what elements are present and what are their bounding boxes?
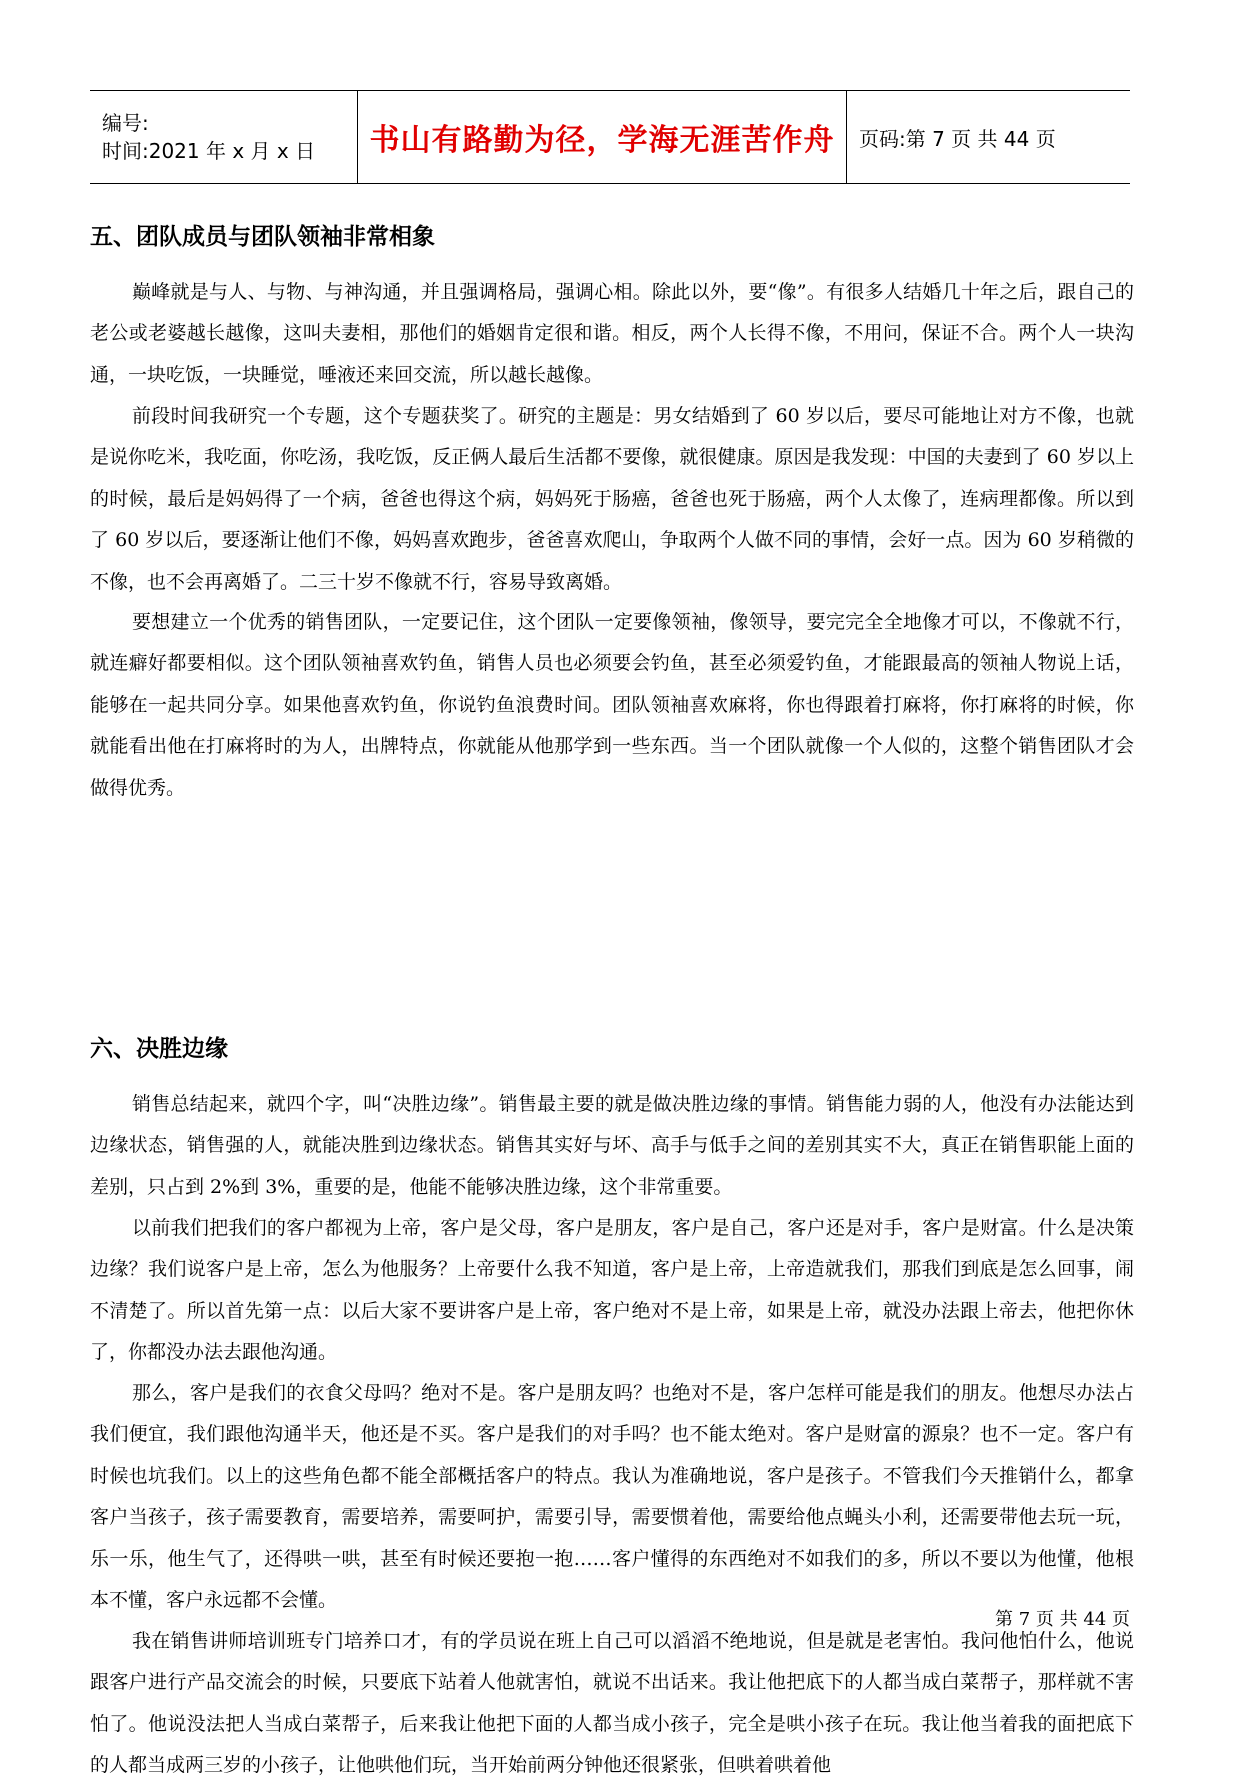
- section-title: 六、决胜边缘: [90, 1036, 228, 1062]
- page-footer: 第 7 页 共 44 页: [995, 1609, 1130, 1630]
- paragraph: 巅峰就是与人、与物、与神沟通，并且强调格局，强调心相。除此以外，要“像”。有很多人结婚几十年之后，跟自己的老公或老婆越长越像，这叫夫妻相，那他们的婚姻肯定很和谐。相反，两个人长得不像，不用问，保证不合。两个人一块沟通，一块吃饭，一块睡觉，唾液还来回交流，所以越长越像。: [90, 281, 1134, 386]
- section-title: 五、团队成员与团队领袖非常相象: [90, 224, 435, 250]
- paragraph: 要想建立一个优秀的销售团队，一定要记住，这个团队一定要像领袖，像领导，要完完全全地像才可以，不像就不行，就连癖好都要相似。这个团队领袖喜欢钓鱼，销售人员也必须要会钓鱼，甚至必须爱钓鱼，才能跟最高的领袖人物说上话，能够在一起共同分享。如果他喜欢钓鱼，你说钓鱼浪费时间。团队领袖喜欢麻将，你也得跟着打麻将，你打麻将的时候，你就能看出他在打麻将时的为人，出牌特点，你就能从他那学到一些东西。当一个团队就像一个人似的，这整个销售团队才会做得优秀。: [90, 611, 1134, 799]
- paragraph: 我在销售讲师培训班专门培养口才，有的学员说在班上自己可以滔滔不绝地说，但是就是老害怕。我问他怕什么，他说跟客户进行产品交流会的时候，只要底下站着人他就害怕，就说不出话来。我让他把底下的人都当成白菜帮子，那样就不害怕了。他说没法把人当成白菜帮子，后来我让他把下面的人都当成小孩子，完全是哄小孩子在玩。我让他当着我的面把底下的人都当成两三岁的小孩子，让他哄他们玩，当开始前两分钟他还很紧张，但哄着哄着他: [90, 1630, 1134, 1777]
- paragraph: 以前我们把我们的客户都视为上帝，客户是父母，客户是朋友，客户是自己，客户还是对手，客户是财富。什么是决策边缘？我们说客户是上帝，怎么为他服务？上帝要什么我不知道，客户是上帝，上帝造就我们，那我们到底是怎么回事，闹不清楚了。所以首先第一点：以后大家不要讲客户是上帝，客户绝对不是上帝，如果是上帝，就没办法跟上帝去，他把你休了，你都没办法去跟他沟通。: [90, 1217, 1134, 1364]
- paragraph: 销售总结起来，就四个字，叫“决胜边缘”。销售最主要的就是做决胜边缘的事情。销售能力弱的人，他没有办法能达到边缘状态，销售强的人，就能决胜到边缘状态。销售其实好与坏、高手与低手之间的差别其实不大，真正在销售职能上面的差别，只占到 2%到 3%，重要的是，他能不能够决胜边缘，这个非常重要。: [90, 1093, 1134, 1198]
- paragraph: 前段时间我研究一个专题，这个专题获奖了。研究的主题是：男女结婚到了 60 岁以后，要尽可能地让对方不像，也就是说你吃米，我吃面，你吃汤，我吃饭，反正俩人最后生活都不要像，就很健康。原因是我发现：中国的夫妻到了 60 岁以上的时候，最后是妈妈得了一个病，爸爸也得这个病，妈妈死于肠癌，爸爸也死于肠癌，两个人太像了，连病理都像。所以到了 60 岁以后，要逐渐让他们不像，妈妈喜欢跑步，爸爸喜欢爬山，争取两个人做不同的事情，会好一点。因为 60 岁稍微的不像，也不会再离婚了。二三十岁不像就不行，容易导致离婚。: [90, 405, 1134, 593]
- header-motto: 书山有路勤为径，学海无涯苦作舟: [357, 91, 847, 183]
- header-meta-cell: [90, 91, 357, 183]
- paragraph: 那么，客户是我们的衣食父母吗？绝对不是。客户是朋友吗？也绝对不是，客户怎样可能是我们的朋友。他想尽办法占我们便宜，我们跟他沟通半天，他还是不买。客户是我们的对手吗？也不能太绝对。客户是财富的源泉？也不一定。客户有时候也坑我们。以上的这些角色都不能全部概括客户的特点。我认为准确地说，客户是孩子。不管我们今天推销什么，都拿客户当孩子，孩子需要教育，需要培养，需要呵护，需要引导，需要惯着他，需要给他点蝇头小利，还需要带他去玩一玩，乐一乐，他生气了，还得哄一哄，甚至有时候还要抱一抱……客户懂得的东西绝对不如我们的多，所以不要以为他懂，他根本不懂，客户永远都不会懂。: [90, 1382, 1134, 1612]
- doc-number-label: 编号:: [102, 111, 149, 135]
- doc-time-label: 时间:2021 年 x 月 x 日: [102, 139, 316, 163]
- header-table: [90, 90, 1130, 184]
- header-page-info: 页码:第 7 页 共 44 页: [859, 126, 1056, 151]
